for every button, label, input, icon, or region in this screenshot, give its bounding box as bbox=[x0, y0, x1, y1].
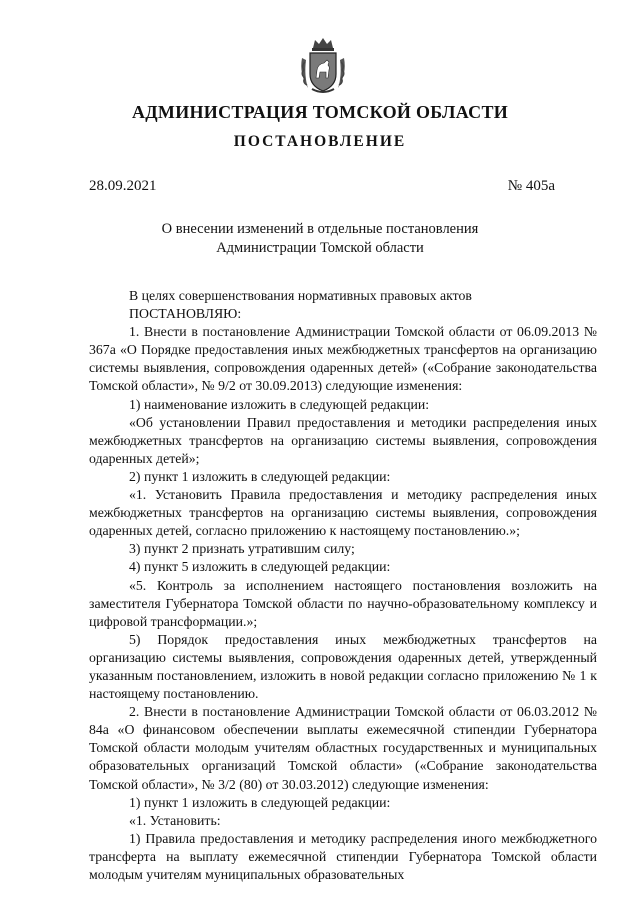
paragraph: 1) наименование изложить в следующей редакции: bbox=[129, 396, 430, 412]
paragraph: 3) пункт 2 признать утратившим силу; bbox=[129, 541, 355, 557]
paragraph: 2) пункт 1 изложить в следующей редакции: bbox=[129, 468, 391, 484]
paragraph: ПОСТАНОВЛЯЮ: bbox=[129, 306, 242, 322]
document-type-title: ПОСТАНОВЛЕНИЕ bbox=[233, 133, 407, 150]
paragraph: 5) Порядок предоставления иных межбюджетных трансфертов на организацию системы выявления, сопровождения одаренных детей, утвержденный указанным постановлением, изложить в новой редакции согласно приложению № 1 к настоящему постановлению. bbox=[89, 631, 597, 702]
document-subject bbox=[0, 220, 640, 258]
paragraph: В целях совершенствования нормативных правовых актов bbox=[129, 288, 472, 303]
paragraph: 4) пункт 5 изложить в следующей редакции: bbox=[129, 559, 391, 575]
paragraph: 2. Внести в постановление Администрации Томской области от 06.03.2012 № 84а «О финансовом обеспечении выплаты ежемесячной стипендии Губернатора Томской области молодым учителям областных государственных и муниципальных образовательных организаций Томской области» («Собрание законодательства Томской области», № 3/2 (80) от 30.03.2012) следующие изменения: bbox=[89, 704, 597, 792]
document-date: 28.09.2021 bbox=[89, 178, 157, 194]
organization-title: АДМИНИСТРАЦИЯ ТОМСКОЙ ОБЛАСТИ bbox=[131, 102, 509, 122]
paragraph: 1) пункт 1 изложить в следующей редакции: bbox=[129, 794, 391, 810]
paragraph: «Об установлении Правил предоставления и методики распределения иных межбюджетных трансфертов на организацию системы выявления, сопровождения одаренных детей»; bbox=[89, 414, 597, 466]
document-number: № 405а bbox=[507, 178, 555, 194]
document-body bbox=[89, 287, 597, 884]
paragraph: «1. Установить: bbox=[129, 812, 221, 828]
tomsk-coat-of-arms-icon bbox=[298, 36, 348, 96]
paragraph: 1. Внести в постановление Администрации Томской области от 06.09.2013 № 367а «О Порядке предоставления иных межбюджетных трансфертов на организацию системы выявления, сопровождения одаренных детей» («Собрание законодательства Томской области», № 9/2 от 30.09.2013) следующие изменения: bbox=[89, 324, 597, 394]
subject-line: Администрации Томской области bbox=[216, 240, 424, 256]
paragraph: «5. Контроль за исполнением настоящего постановления возложить на заместителя Губернатора Томской области по научно-образовательному комплексу и цифровой трансформации.»; bbox=[89, 577, 597, 629]
subject-line: О внесении изменений в отдельные постановления bbox=[161, 221, 479, 237]
paragraph: «1. Установить Правила предоставления и методику распределения иных межбюджетных трансфертов на организацию системы выявления, сопровождения одаренных детей, согласно приложению к настоящему постановлению.»; bbox=[89, 487, 597, 539]
paragraph: 1) Правила предоставления и методику распределения иного межбюджетного трансферта на выплату ежемесячной стипендии Губернатора Томской области молодым учителям муниципальных образовательных bbox=[89, 830, 597, 882]
